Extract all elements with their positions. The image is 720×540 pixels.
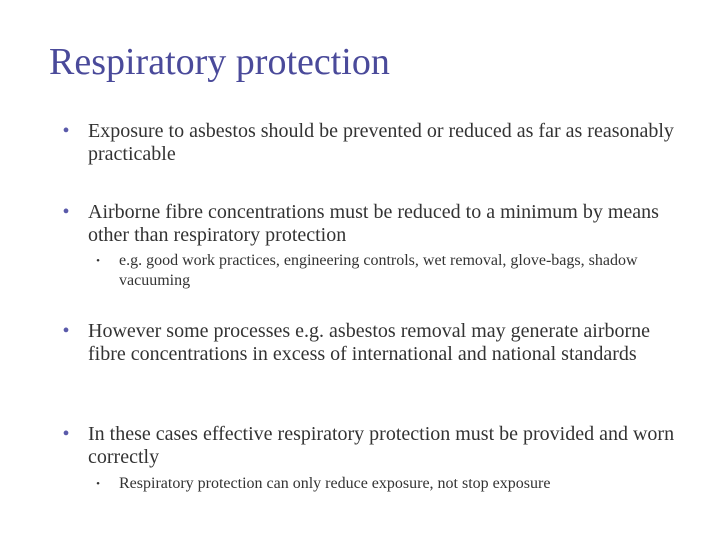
bullet-text: In these cases effective respiratory protection must be provided and worn correctly — [88, 423, 675, 468]
sub-bullet-text: e.g. good work practices, engineering controls, wet removal, glove-bags, shadow vacuuming — [119, 252, 638, 289]
sub-bullet-dot-icon: • — [96, 478, 100, 490]
bullet-item-effective-protection — [62, 423, 688, 469]
bullet-text: Airborne fibre concentrations must be reduced to a minimum by means other than respiratory protection — [88, 201, 659, 246]
sub-bullet-text: Respiratory protection can only reduce exposure, not stop exposure — [119, 475, 551, 492]
bullet-item-fibre-reduction — [62, 201, 688, 247]
bullet-text: However some processes e.g. asbestos removal may generate airborne fibre concentrations in excess of international and national standards — [88, 320, 651, 365]
slide-title: Respiratory protection — [49, 41, 390, 83]
bullet-dot-icon: • — [62, 201, 70, 223]
bullet-item-exposure-prevention — [62, 120, 688, 166]
sub-bullet-item-reduce-not-stop — [96, 474, 679, 494]
bullet-text: Exposure to asbestos should be prevented or reduced as far as reasonably practicable — [88, 120, 674, 165]
bullet-item-processes-excess — [62, 320, 688, 366]
sub-bullet-item-work-practices — [96, 251, 679, 291]
bullet-dot-icon: • — [62, 120, 70, 142]
bullet-dot-icon: • — [62, 423, 70, 445]
sub-bullet-dot-icon: • — [96, 255, 100, 267]
bullet-dot-icon: • — [62, 320, 70, 342]
